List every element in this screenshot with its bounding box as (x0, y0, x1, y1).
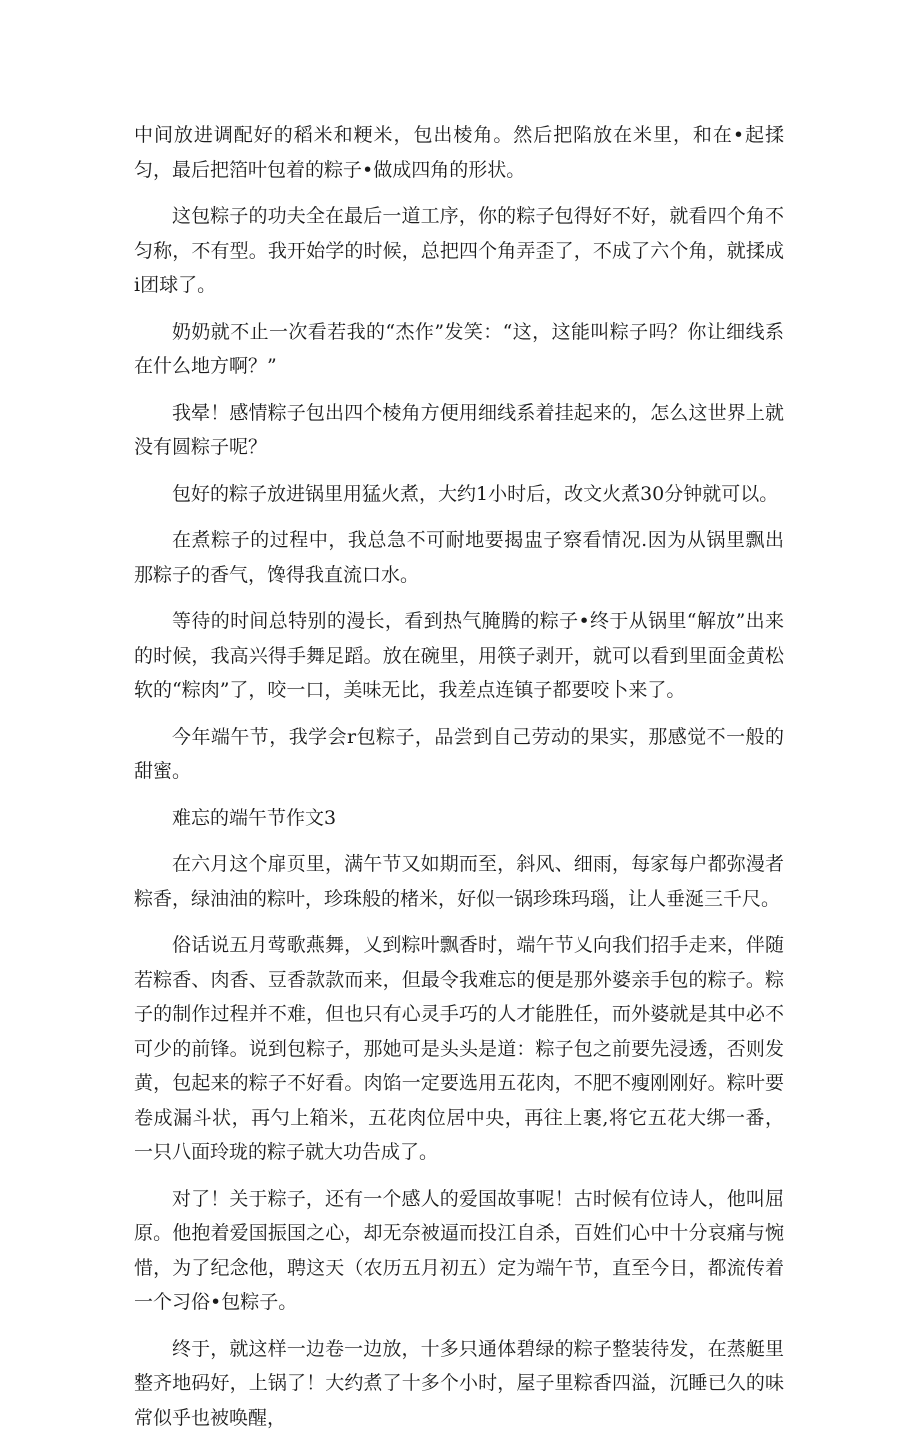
paragraph-4: 我晕！感情粽子包出四个棱角方便用细线系着挂起来的，怎么这世界上就没有圆粽子呢？ (134, 401, 784, 458)
document-body (134, 118, 784, 1447)
paragraph-7: 等待的时间总特别的漫长，看到热气腌腾的粽子•终于从锅里“解放”出来的时候，我高兴得手舞足蹈。放在碗里，用筷子剥开，就可以看到里面金黄松软的“粽肉”了，咬一口，美味无比，我差点连镇子都要咬卜来了。 (134, 610, 784, 701)
paragraph-12: 终于，就这样一边卷一边放，十多只通体碧绿的粽子整装待发，在蒸艇里整齐地码好，上锅了！大约煮了十多个小时，屋子里粽香四溢，沉睡已久的味常似乎也被唤醒， (134, 1337, 784, 1429)
paragraph-11: 对了！关于粽子，还有一个感人的爱国故事呢！古时候有位诗人，他叫屈原。他抱着爱国振国之心，却无奈被逼而投江自杀，百姓们心中十分哀痛与惋惜，为了纪念他，聘这天（农历五月初五）定为端午节，直至今日，都流传着一个习俗•包粽子。 (134, 1187, 784, 1313)
section-heading: 难忘的端午节作文3 (172, 806, 337, 829)
paragraph-6: 在煮粽子的过程中，我总急不可耐地要揭盅子察看情况.因为从锅里飘出那粽子的香气，馋得我直流口水。 (134, 529, 784, 586)
paragraph-5: 包好的粽子放进锅里用猛火煮，大约1小时后，改文火煮30分钟就可以。 (172, 482, 779, 505)
paragraph-1: 中间放进调配好的稻米和粳米，包出棱角。然后把陷放在米里，和在•起揉匀，最后把箔叶包着的粽子•做成四角的形状。 (134, 124, 784, 181)
paragraph-8: 今年端午节，我学会r包粽子，品尝到自己劳动的果实，那感觉不一般的甜蜜。 (134, 725, 784, 782)
paragraph-9: 在六月这个扉页里，满午节又如期而至，斜风、细雨，每家每户都弥漫者粽香，绿油油的粽叶，珍珠般的楮米，好似一锅珍珠玛瑙，让人垂涎三千尺。 (134, 853, 784, 910)
paragraph-2: 这包粽子的功夫全在最后一道工序，你的粽子包得好不好，就看四个角不匀称，不有型。我开始学的时候，总把四个角弄歪了，不成了六个角，就揉成i团球了。 (134, 205, 784, 296)
paragraph-10: 俗话说五月莺歌燕舞，乂到粽叶飘香时，端午节乂向我们招手走来，伴随若粽香、肉香、豆香款款而来，但最令我难忘的便是那外婆亲手包的粽子。粽子的制作过程并不难，但也只有心灵手巧的人才能胜任，而外婆就是其中必不可少的前锋。说到包粽子，那她可是头头是道：粽子包之前要先浸透，否则发黄，包起来的粽子不好看。肉馅一定要选用五花肉，不肥不瘦刚刚好。粽叶要卷成漏斗状，再勺上箱米，五花肉位居中央，再往上裹,将它五花大绑一番，一只八面玲珑的粽子就大功告成了。 (134, 934, 784, 1163)
paragraph-3: 奶奶就不止一次看若我的“杰作”发笑：“这，这能叫粽子吗？你让细线系在什么地方啊？” (134, 320, 784, 377)
